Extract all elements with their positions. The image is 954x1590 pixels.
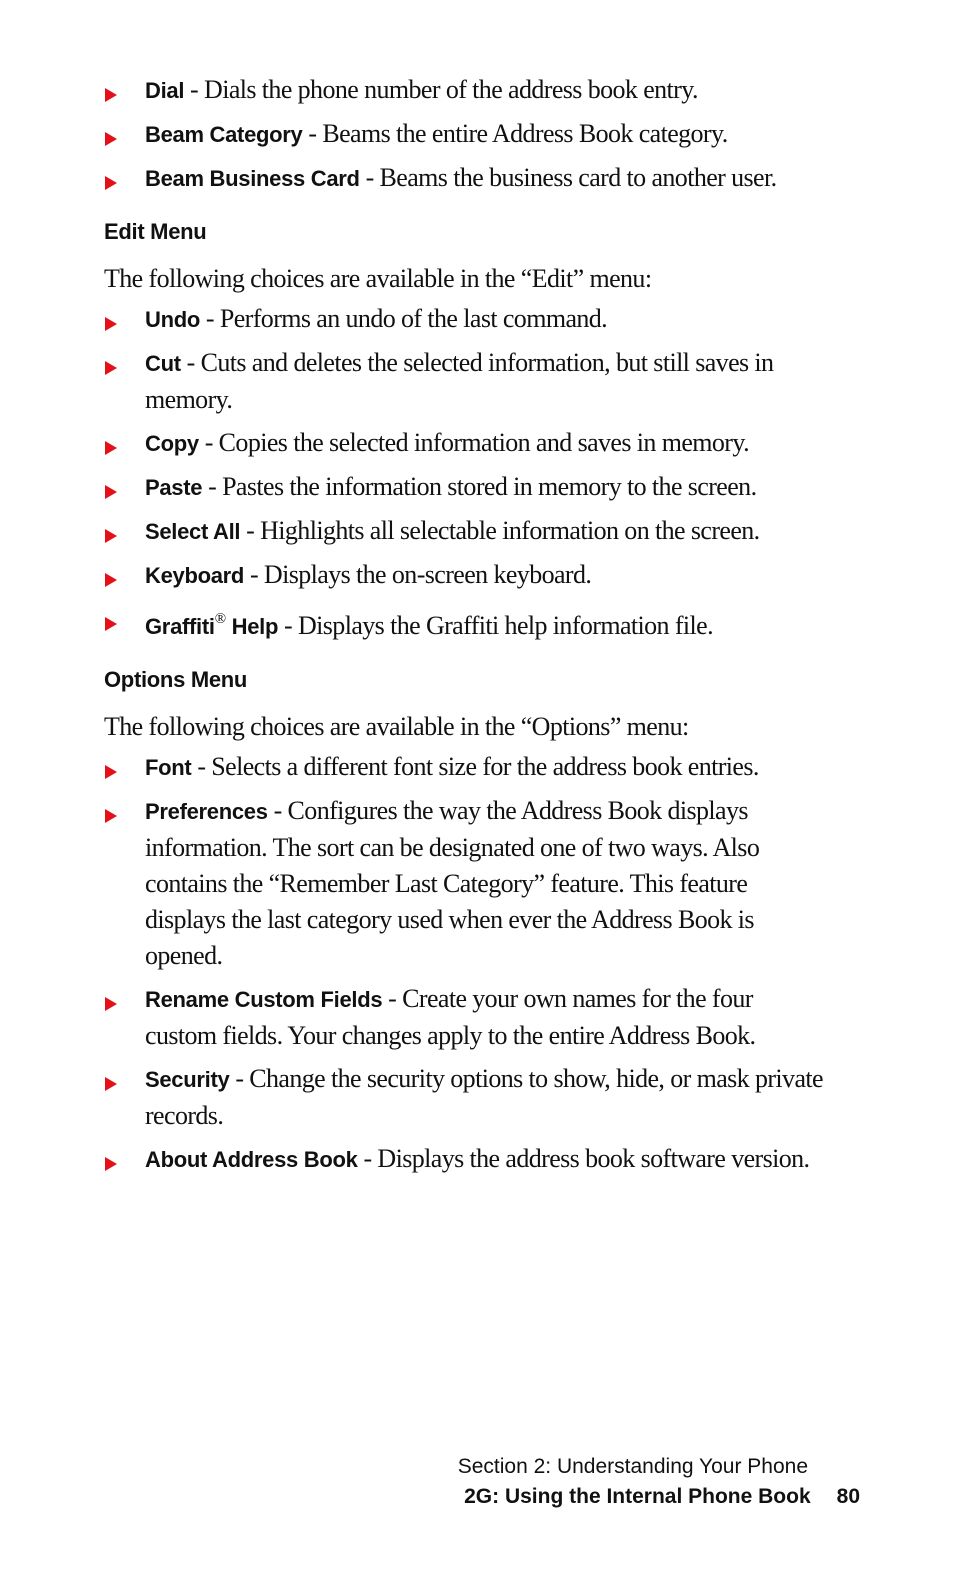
red-triangle-bullet-icon — [105, 997, 117, 1011]
item-term: Select All — [145, 519, 241, 544]
item-description: - Displays the on-screen keyboard. — [244, 560, 592, 589]
list-item — [104, 72, 824, 109]
edit-menu-intro: The following choices are available in the “Edit” menu: — [104, 264, 652, 293]
options-menu-heading: Options Menu — [104, 667, 248, 692]
item-term: Font — [145, 755, 192, 780]
item-description: - Performs an undo of the last command. — [200, 304, 608, 333]
list-item — [104, 793, 824, 974]
red-triangle-bullet-icon — [105, 573, 117, 587]
footer-chapter-title: 2G: Using the Internal Phone Book — [464, 1485, 811, 1508]
red-triangle-bullet-icon — [105, 529, 117, 543]
item-description: - Dials the phone number of the address book entry. — [184, 75, 698, 104]
item-description: - Beams the entire Address Book category. — [302, 119, 728, 148]
item-term: Paste — [145, 475, 203, 500]
item-description: - Highlights all selectable information on the screen. — [240, 516, 760, 545]
item-description: - Copies the selected information and saves in memory. — [198, 428, 749, 457]
list-item — [104, 160, 824, 197]
item-description: - Pastes the information stored in memory to the screen. — [202, 472, 757, 501]
list-item — [104, 981, 824, 1054]
help-term: Help — [225, 614, 279, 639]
edit-menu-heading: Edit Menu — [104, 219, 207, 244]
red-triangle-bullet-icon — [105, 317, 117, 331]
item-description: - Selects a different font size for the address book entries. — [191, 752, 759, 781]
item-term: Keyboard — [145, 563, 245, 588]
list-item — [104, 425, 824, 462]
red-triangle-bullet-icon — [105, 617, 117, 631]
graffiti-term: Graffiti — [145, 614, 215, 639]
item-description: - Configures the way the Address Book displays information. The sort can be designated one of two ways. Also contains the “Remember Last Category” feature. This feature displays the last category used when ever the Address Book is opened. — [145, 796, 760, 970]
item-term: Undo — [145, 307, 201, 332]
item-term — [145, 611, 279, 639]
red-triangle-bullet-icon — [105, 1077, 117, 1091]
red-triangle-bullet-icon — [105, 809, 117, 823]
item-term: Rename Custom Fields — [145, 987, 383, 1012]
red-triangle-bullet-icon — [105, 765, 117, 779]
item-description: - Beams the business card to another user. — [359, 163, 777, 192]
red-triangle-bullet-icon — [105, 1157, 117, 1171]
registered-mark: ® — [214, 611, 226, 627]
page-number: 80 — [836, 1485, 860, 1508]
list-item — [104, 513, 824, 550]
item-term: Cut — [145, 351, 181, 376]
list-item — [104, 1141, 824, 1178]
page-content — [104, 72, 824, 1185]
item-description: - Cuts and deletes the selected information, but still saves in memory. — [145, 348, 774, 414]
footer-chapter-row — [458, 1482, 860, 1512]
item-term: Security — [145, 1067, 230, 1092]
item-term: Preferences — [145, 799, 268, 824]
red-triangle-bullet-icon — [105, 441, 117, 455]
footer-section-title: Section 2: Understanding Your Phone — [457, 1455, 808, 1478]
list-item — [104, 749, 824, 786]
list-item — [104, 345, 824, 418]
red-triangle-bullet-icon — [105, 361, 117, 375]
list-item — [104, 469, 824, 506]
item-description: - Displays the address book software version. — [357, 1144, 810, 1173]
page-footer — [458, 1452, 860, 1512]
options-menu-list — [104, 749, 824, 1178]
red-triangle-bullet-icon — [105, 88, 117, 102]
list-item — [104, 301, 824, 338]
item-term: About Address Book — [145, 1147, 358, 1172]
item-term: Beam Category — [145, 122, 303, 147]
list-item — [104, 557, 824, 594]
list-item — [104, 1061, 824, 1134]
red-triangle-bullet-icon — [105, 485, 117, 499]
edit-menu-list — [104, 301, 824, 645]
item-term: Beam Business Card — [145, 166, 360, 191]
red-triangle-bullet-icon — [105, 132, 117, 146]
item-term: Dial — [145, 78, 185, 103]
item-description: - Change the security options to show, hide, or mask private records. — [145, 1064, 823, 1130]
list-item — [104, 601, 824, 645]
actions-list — [104, 72, 824, 197]
list-item — [104, 116, 824, 153]
item-description: - Displays the Graffiti help information file. — [278, 611, 713, 640]
item-term: Copy — [145, 431, 199, 456]
options-menu-intro: The following choices are available in the “Options” menu: — [104, 712, 689, 741]
item-description: - Create your own names for the four custom fields. Your changes apply to the entire Address Book. — [145, 984, 756, 1050]
red-triangle-bullet-icon — [105, 176, 117, 190]
